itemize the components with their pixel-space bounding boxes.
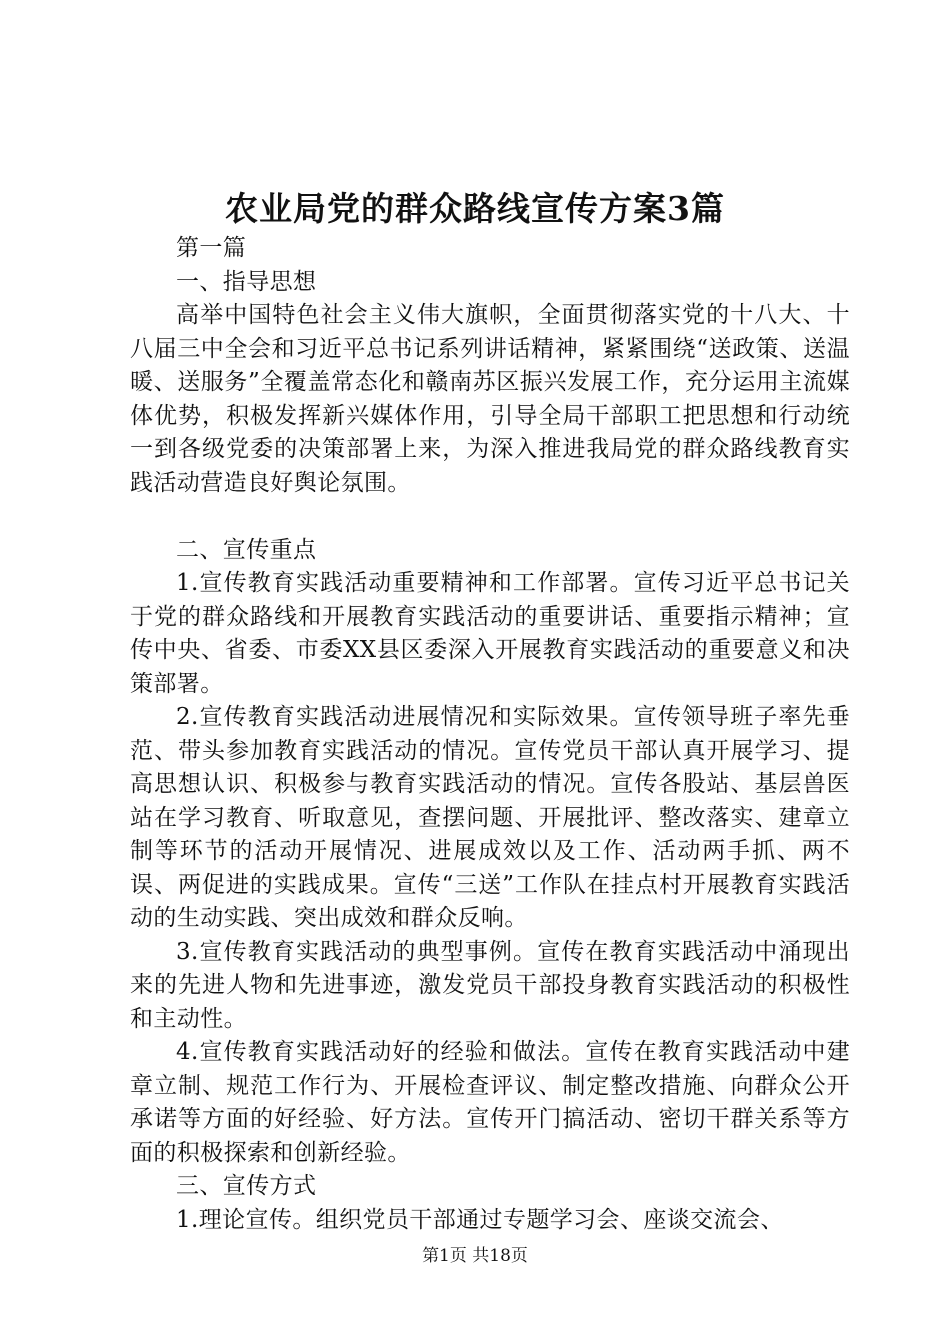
paragraph-spacer bbox=[130, 500, 850, 534]
body-paragraph: 1.理论宣传。组织党员干部通过专题学习会、座谈交流会、 bbox=[176, 1206, 784, 1233]
body-paragraph: 1.宣传教育实践活动重要精神和工作部署。宣传习近平总书记关于党的群众路线和开展教育实践活动的重要讲话、重要指示精神；宣传中央、省委、市委XX县区委深入开展教育实践活动的重要意义和决策部署。 bbox=[130, 570, 850, 697]
body-paragraph: 4.宣传教育实践活动好的经验和做法。宣传在教育实践活动中建章立制、规范工作行为、开展检查评议、制定整改措施、向群众公开承诺等方面的好经验、好方法。宣传开门搞活动、密切干群关系等方面的积极探索和创新经验。 bbox=[130, 1039, 850, 1166]
page-number: 第1页 共18页 bbox=[422, 1246, 528, 1266]
section-label: 第一篇 bbox=[176, 235, 247, 261]
section-heading: 一、指导思想 bbox=[176, 268, 317, 295]
body-paragraph: 3.宣传教育实践活动的典型事例。宣传在教育实践活动中涌现出来的先进人物和先进事迹，激发党员干部投身教育实践活动的积极性和主动性。 bbox=[130, 938, 850, 1032]
body-paragraph: 高举中国特色社会主义伟大旗帜，全面贯彻落实党的十八大、十八届三中全会和习近平总书记系列讲话精神，紧紧围绕“送政策、送温暖、送服务”全覆盖常态化和赣南苏区振兴发展工作，充分运用主流媒体优势，积极发挥新兴媒体作用，引导全局干部职工把思想和行动统一到各级党委的决策部署上来，为深入推进我局党的群众路线教育实践活动营造良好舆论氛围。 bbox=[130, 302, 850, 496]
section-heading: 三、宣传方式 bbox=[176, 1173, 317, 1199]
body-paragraph: 2.宣传教育实践活动进展情况和实际效果。宣传领导班子率先垂范、带头参加教育实践活动的情况。宣传党员干部认真开展学习、提高思想认识、积极参与教育实践活动的情况。宣传各股站、基层兽医站在学习教育、听取意见，查摆问题、开展批评、整改落实、建章立制等环节的活动开展情况、进展成效以及工作、活动两手抓、两不误、两促进的实践成果。宣传“三送”工作队在挂点村开展教育实践活动的生动实践、突出成效和群众反响。 bbox=[130, 704, 850, 931]
document-title: 农业局党的群众路线宣传方案3篇 bbox=[225, 189, 725, 228]
document-body bbox=[130, 232, 850, 1237]
section-heading: 二、宣传重点 bbox=[176, 536, 317, 563]
